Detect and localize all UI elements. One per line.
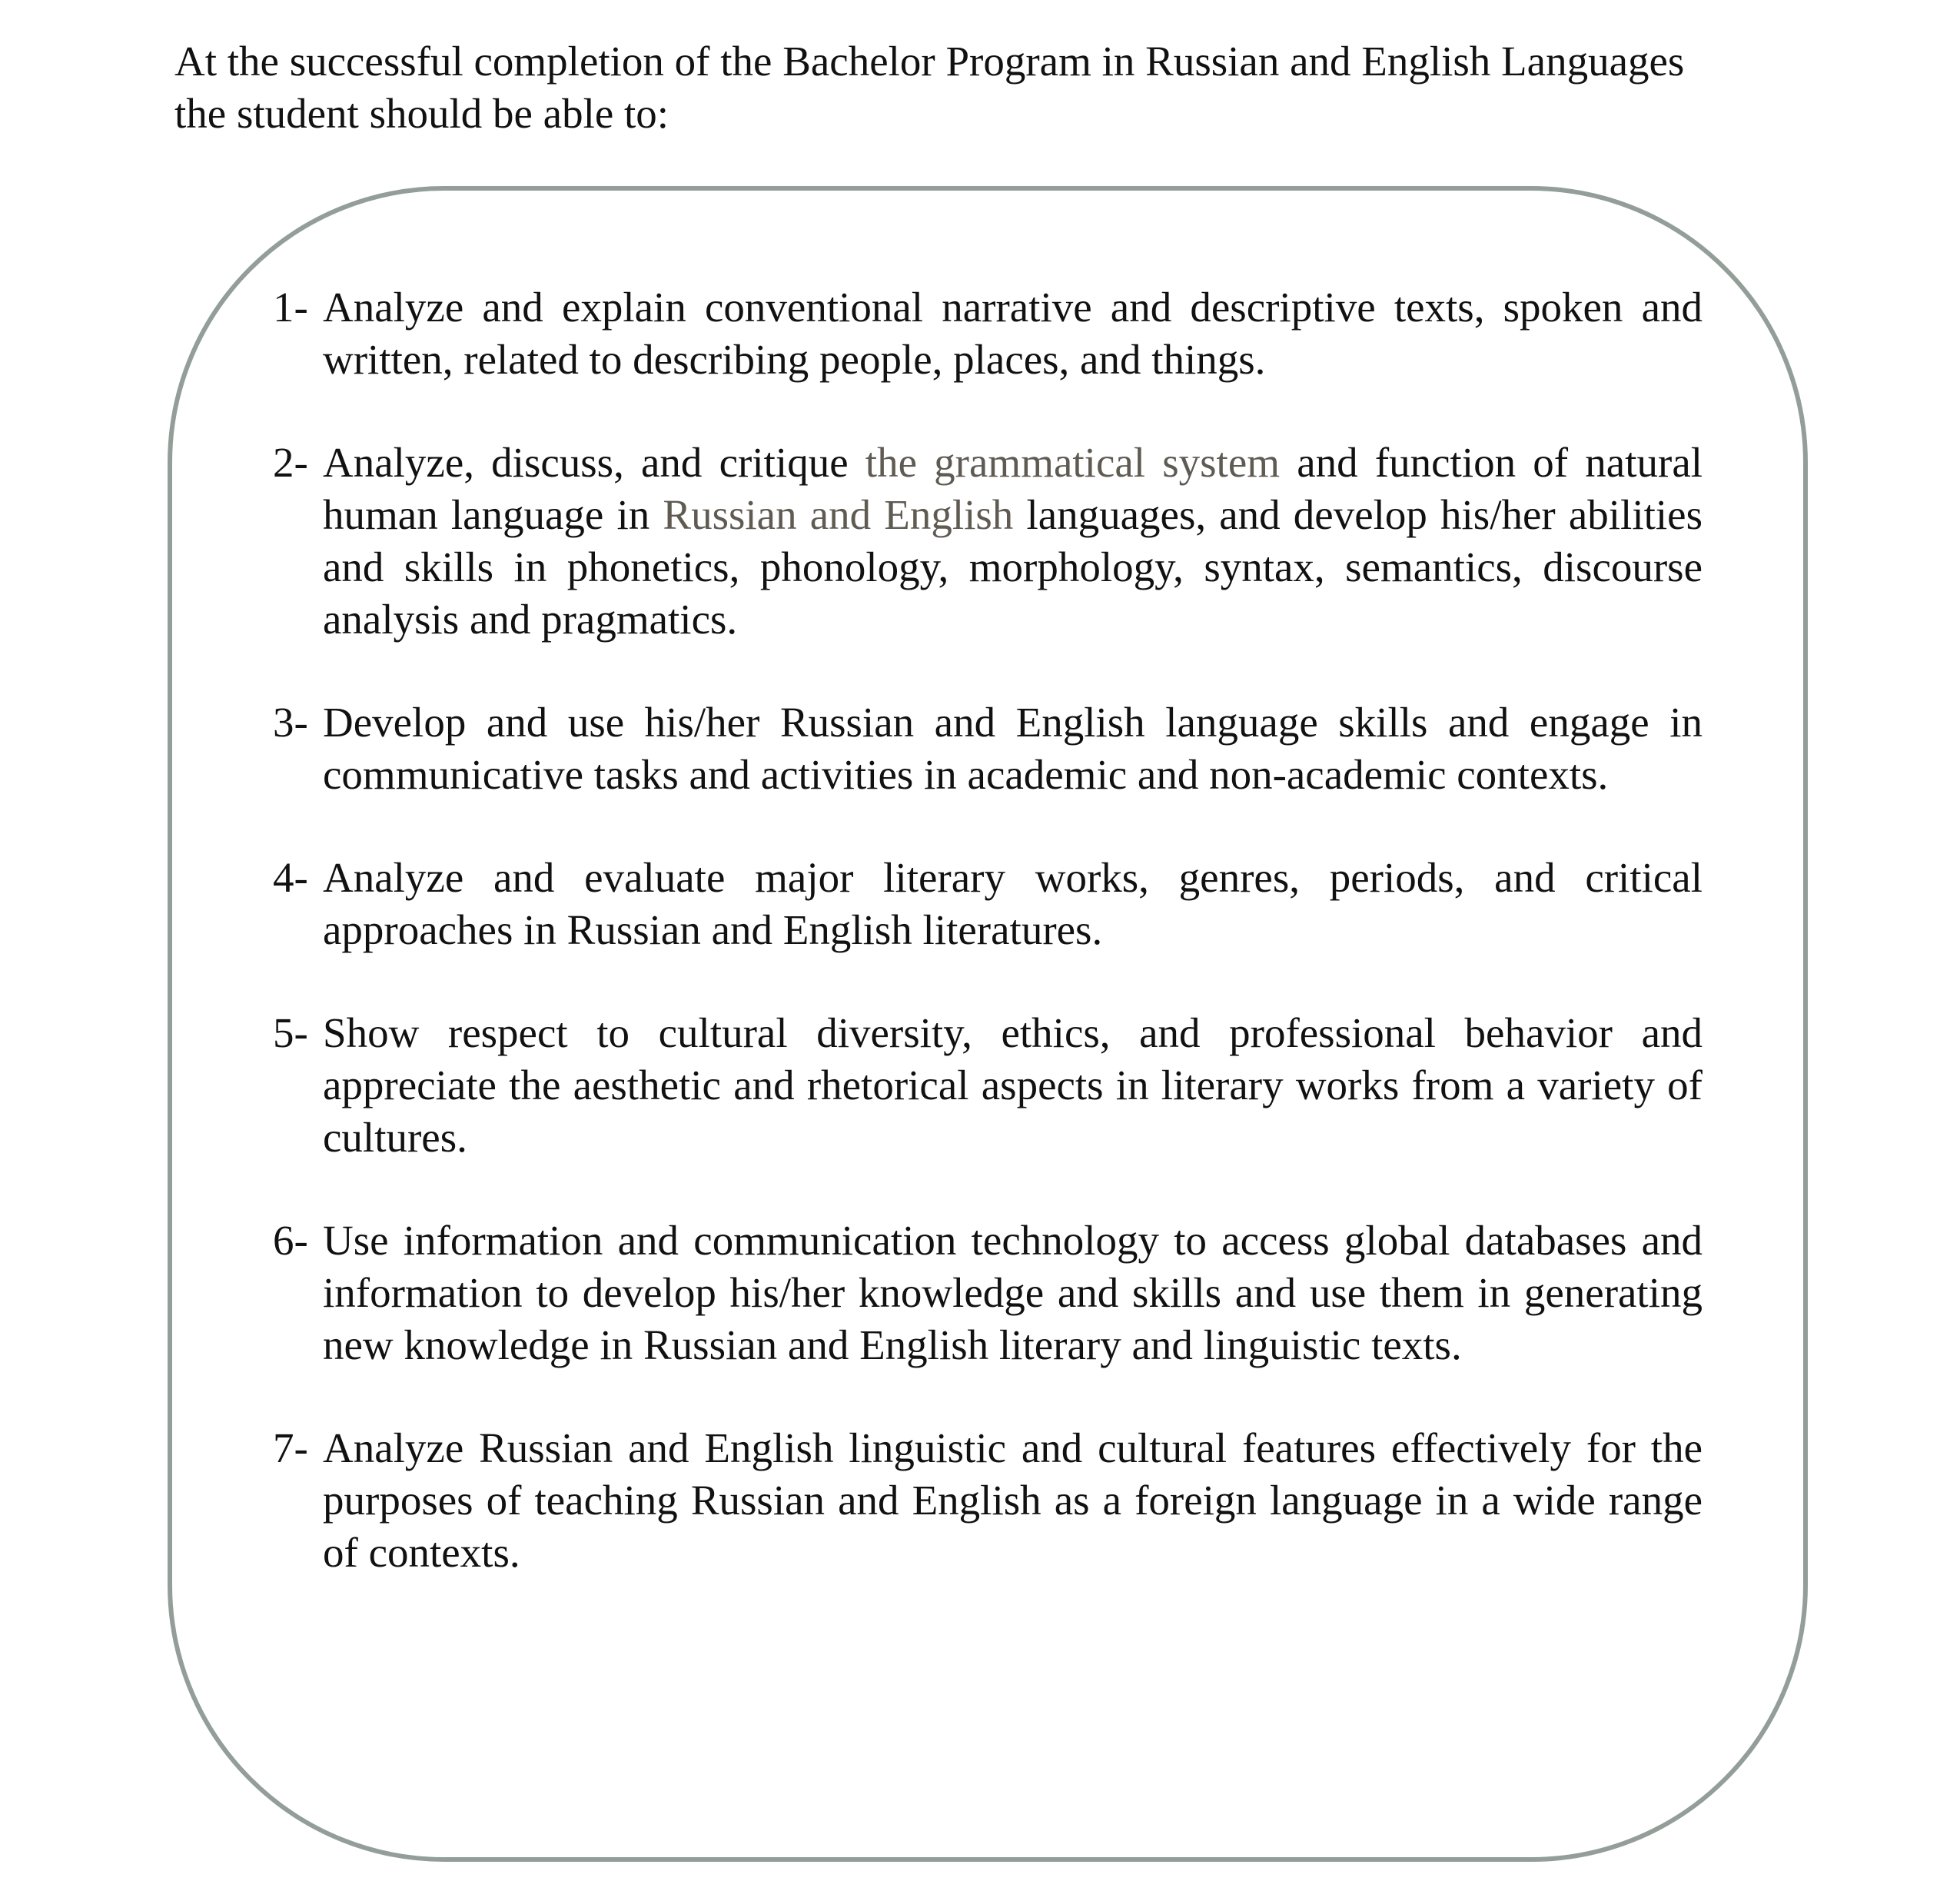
outcome-item-2 bbox=[273, 437, 1703, 646]
outcome-number: 4- bbox=[273, 854, 308, 901]
outcome-number: 1- bbox=[273, 284, 308, 331]
outcome-item-6 bbox=[273, 1215, 1703, 1371]
outcome-text: Show respect to cultural diversity, ethics, and professional behavior and appreciate the aesthetic and rhetorical aspects in literary works from a variety of cultures. bbox=[323, 1009, 1703, 1161]
outcome-item-5 bbox=[273, 1007, 1703, 1164]
outcome-text: Analyze and evaluate major literary works, genres, periods, and critical approaches in Russian and English literatures. bbox=[323, 854, 1703, 953]
outcomes-list bbox=[273, 281, 1703, 1630]
intro-text bbox=[174, 35, 1804, 140]
intro-line-2: the student should be able to: bbox=[174, 90, 669, 137]
outcome-text-part: Analyze, discuss, and critique bbox=[323, 439, 865, 486]
outcome-number: 2- bbox=[273, 439, 308, 486]
outcome-item-7 bbox=[273, 1422, 1703, 1579]
intro-line-1: At the successful completion of the Bachelor Program in Russian and English Languages bbox=[174, 38, 1685, 85]
outcome-number: 5- bbox=[273, 1009, 308, 1056]
outcome-number: 7- bbox=[273, 1424, 308, 1471]
outcome-number: 6- bbox=[273, 1217, 308, 1264]
outcome-text: Use information and communication technology to access global databases and information to develop his/her knowledge and skills and use them in generating new knowledge in Russian and English literary and linguistic texts. bbox=[323, 1217, 1703, 1368]
outcome-text-part: and function of natural human language in bbox=[323, 439, 1703, 538]
outcome-number: 3- bbox=[273, 699, 308, 746]
outcome-item-3 bbox=[273, 696, 1703, 801]
outcome-highlight: Russian and English bbox=[663, 491, 1014, 538]
outcome-text-part: languages, and develop his/her abilities and skills in phonetics, phonology, morphology, syntax, semantics, discourse analysis and pragmatics. bbox=[323, 491, 1703, 643]
outcome-highlight: the grammatical system bbox=[865, 439, 1281, 486]
outcome-text: Analyze and explain conventional narrative and descriptive texts, spoken and written, related to describing people, places, and things. bbox=[323, 284, 1703, 383]
outcome-text: Analyze Russian and English linguistic and cultural features effectively for the purposes of teaching Russian and English as a foreign language in a wide range of contexts. bbox=[323, 1424, 1703, 1576]
outcome-item-1 bbox=[273, 281, 1703, 386]
outcome-text: Develop and use his/her Russian and English language skills and engage in communicative tasks and activities in academic and non-academic contexts. bbox=[323, 699, 1703, 798]
outcome-item-4 bbox=[273, 852, 1703, 956]
